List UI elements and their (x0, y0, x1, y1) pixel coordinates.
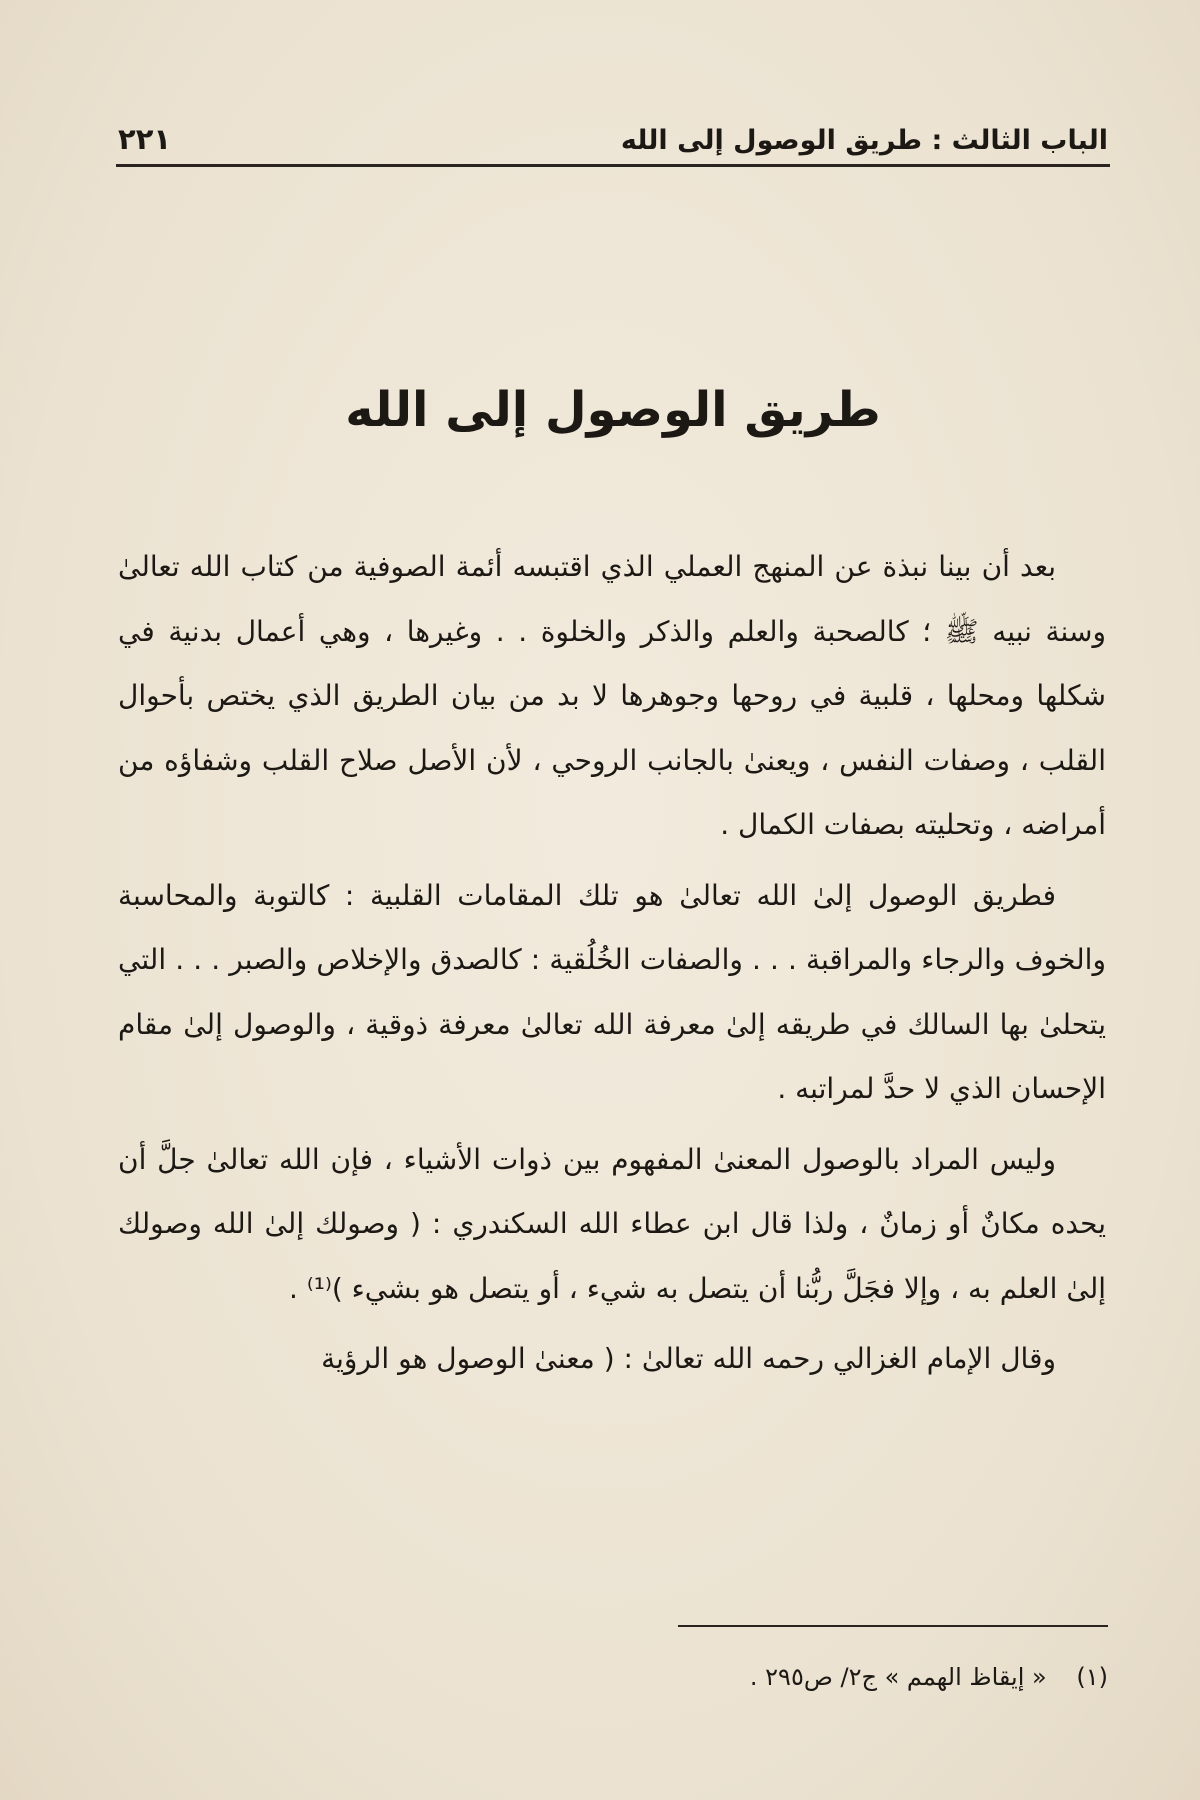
paragraph: بعد أن بينا نبذة عن المنهج العملي الذي اقتبسه أئمة الصوفية من كتاب الله تعالىٰ وسنة نبيه ﷺ ؛ كالصحبة والعلم والذكر والخلوة . . وغيرها ، وهي أعمال بدنية في شكلها ومحلها ، قلبية في روحها وجوهرها لا بد من بيان الطريق الذي يختص بأحوال القلب ، وصفات النفس ، ويعنىٰ بالجانب الروحي ، لأن الأصل صلاح القلب وشفاؤه من أمراضه ، وتحليته بصفات الكمال . (118, 550, 1106, 841)
paragraph: وقال الإمام الغزالي رحمه الله تعالىٰ : ( معنىٰ الوصول هو الرؤية (321, 1342, 1056, 1375)
page-number: ٢٢١ (118, 122, 172, 156)
footnote-text: « إيقاظ الهمم » ج٢/ ص٢٩٥ . (749, 1663, 1047, 1691)
running-header (118, 112, 1108, 156)
body-text (118, 535, 1106, 1398)
paragraph: فطريق الوصول إلىٰ الله تعالىٰ هو تلك المقامات القلبية : كالتوبة والمحاسبة والخوف والرجاء والمراقبة . . . والصفات الخُلُقية : كالصدق والإخلاص والصبر . . . التي يتحلىٰ بها السالك في طريقه إلىٰ معرفة الله تعالىٰ معرفة ذوقية ، والوصول إلىٰ مقام الإحسان الذي لا حدَّ لمراتبه . (118, 878, 1106, 1105)
footnote-rule (678, 1625, 1108, 1627)
header-rule (116, 164, 1110, 167)
chapter-title: الباب الثالث : طريق الوصول إلى الله (620, 125, 1108, 156)
footnote (118, 1663, 1108, 1691)
footnote-marker: (١) (1076, 1663, 1108, 1691)
section-title: طريق الوصول إلى الله (345, 382, 881, 438)
paragraph: وليس المراد بالوصول المعنىٰ المفهوم بين ذوات الأشياء ، فإن الله تعالىٰ جلَّ أن يحده مكانٌ أو زمانٌ ، ولذا قال ابن عطاء الله السكندري : ( وصولك إلىٰ الله وصولك إلىٰ العلم به ، وإلا فجَلَّ ربُّنا أن يتصل به شيء ، أو يتصل هو بشيء )⁽¹⁾ . (118, 1142, 1106, 1305)
